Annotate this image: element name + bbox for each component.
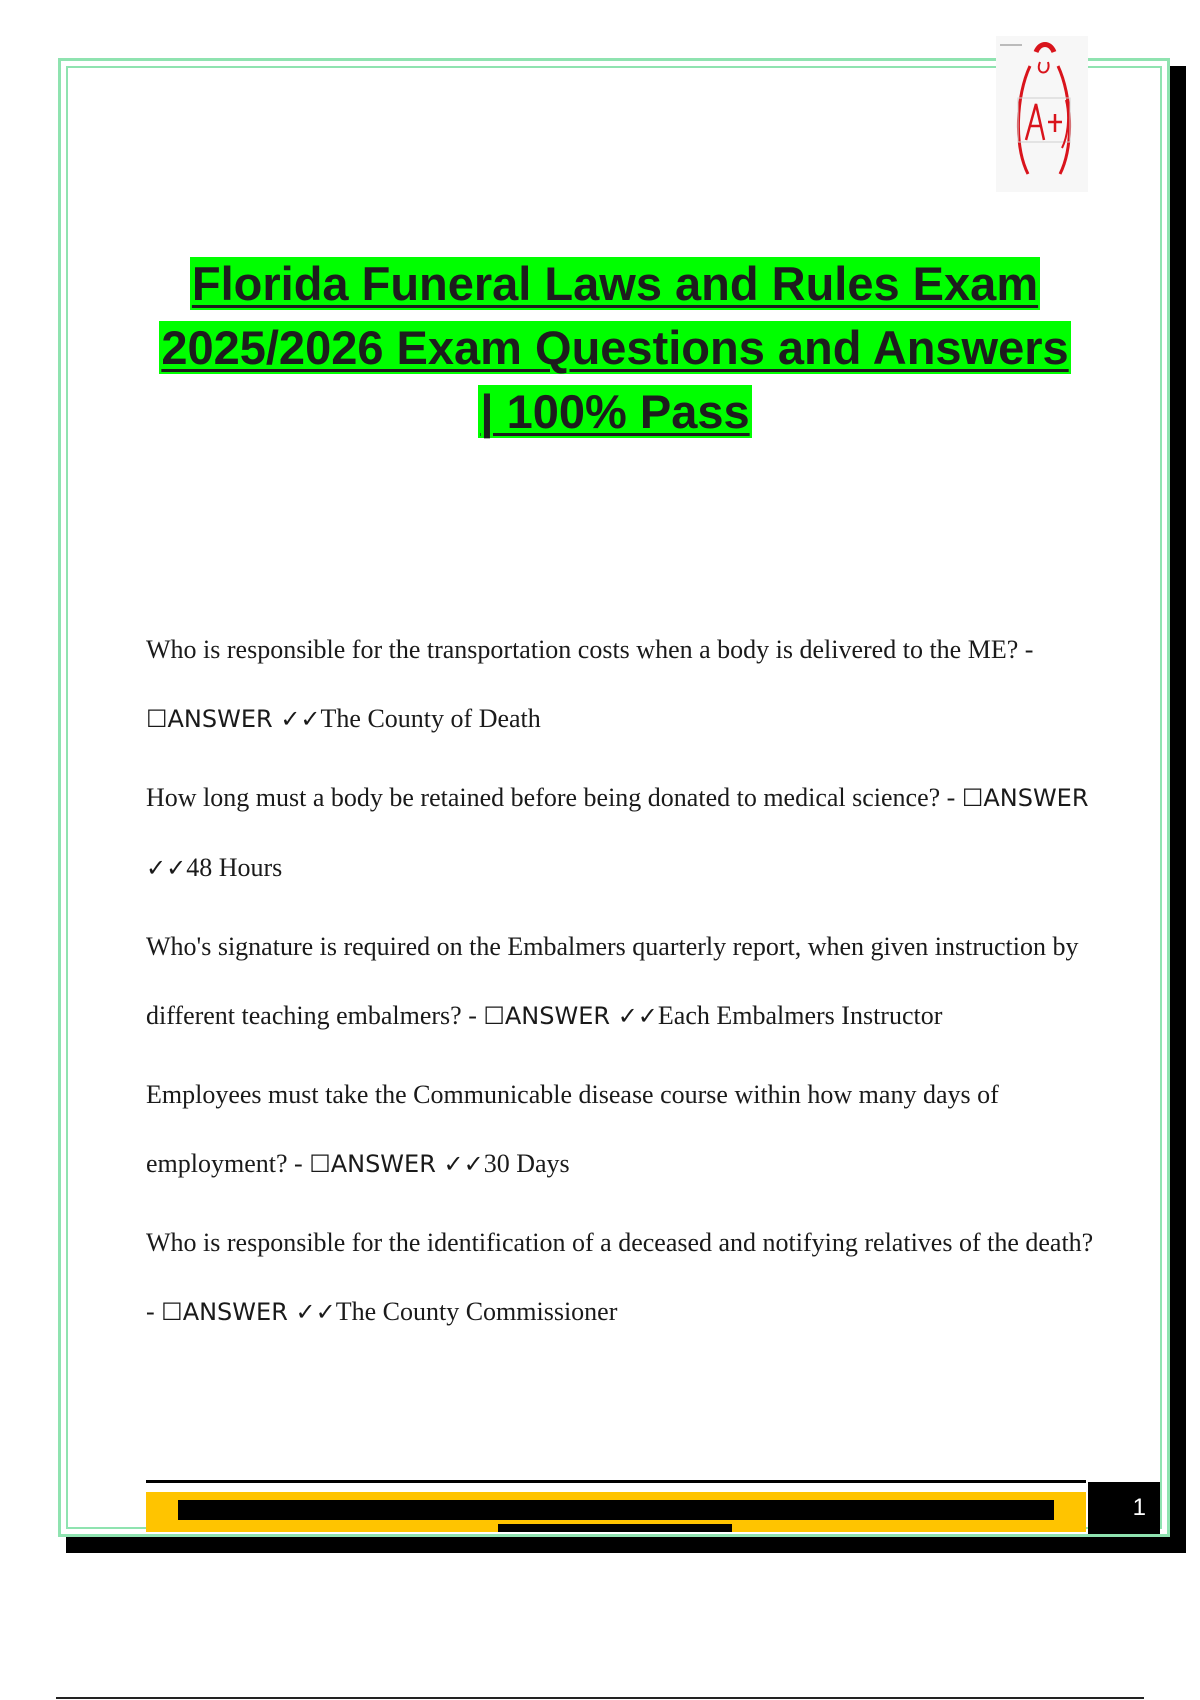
answer-marker: ☐ANSWER ✓✓	[146, 784, 1089, 882]
answer-text: The County Commissioner	[335, 1297, 618, 1326]
question-item	[146, 615, 1096, 754]
bottom-rule	[56, 1697, 1144, 1699]
footer-bar-tab	[498, 1524, 732, 1532]
title-line-1: Florida Funeral Laws and Rules Exam	[191, 257, 1039, 310]
page-number: 1	[1088, 1482, 1160, 1534]
question-text: Employees must take the Communicable disease course within how many days of employment? -	[146, 1080, 999, 1178]
answer-text: Each Embalmers Instructor	[657, 1001, 943, 1030]
question-text: Who is responsible for the identification of a deceased and notifying relatives of the death? -	[146, 1228, 1094, 1326]
question-item	[146, 763, 1096, 903]
answer-text: The County of Death	[320, 704, 541, 733]
answer-text: 48 Hours	[186, 853, 283, 882]
answer-text: 30 Days	[483, 1149, 570, 1178]
footer-bar-inner	[178, 1500, 1054, 1520]
question-item	[146, 1208, 1096, 1347]
a-plus-grade-stamp-icon	[996, 36, 1088, 192]
answer-marker: ☐ANSWER ✓✓	[483, 1002, 658, 1030]
question-item	[146, 912, 1096, 1051]
question-text: Who's signature is required on the Embalmers quarterly report, when given instruction by different teaching embalmers? -	[146, 932, 1079, 1030]
question-text: Who is responsible for the transportation costs when a body is delivered to the ME? -	[146, 635, 1034, 664]
question-list	[146, 615, 1096, 1356]
document-title	[120, 252, 1110, 444]
question-text: How long must a body be retained before being donated to medical science? -	[146, 783, 962, 812]
footer-rule	[146, 1480, 1086, 1483]
answer-marker: ☐ANSWER ✓✓	[309, 1150, 484, 1178]
title-line-2: 2025/2026 Exam Questions and Answers	[161, 321, 1069, 374]
answer-marker: ☐ANSWER ✓✓	[146, 705, 321, 733]
footer-bar	[146, 1492, 1086, 1532]
title-line-3: | 100% Pass	[480, 385, 750, 438]
answer-marker: ☐ANSWER ✓✓	[161, 1298, 336, 1326]
question-item	[146, 1060, 1096, 1199]
